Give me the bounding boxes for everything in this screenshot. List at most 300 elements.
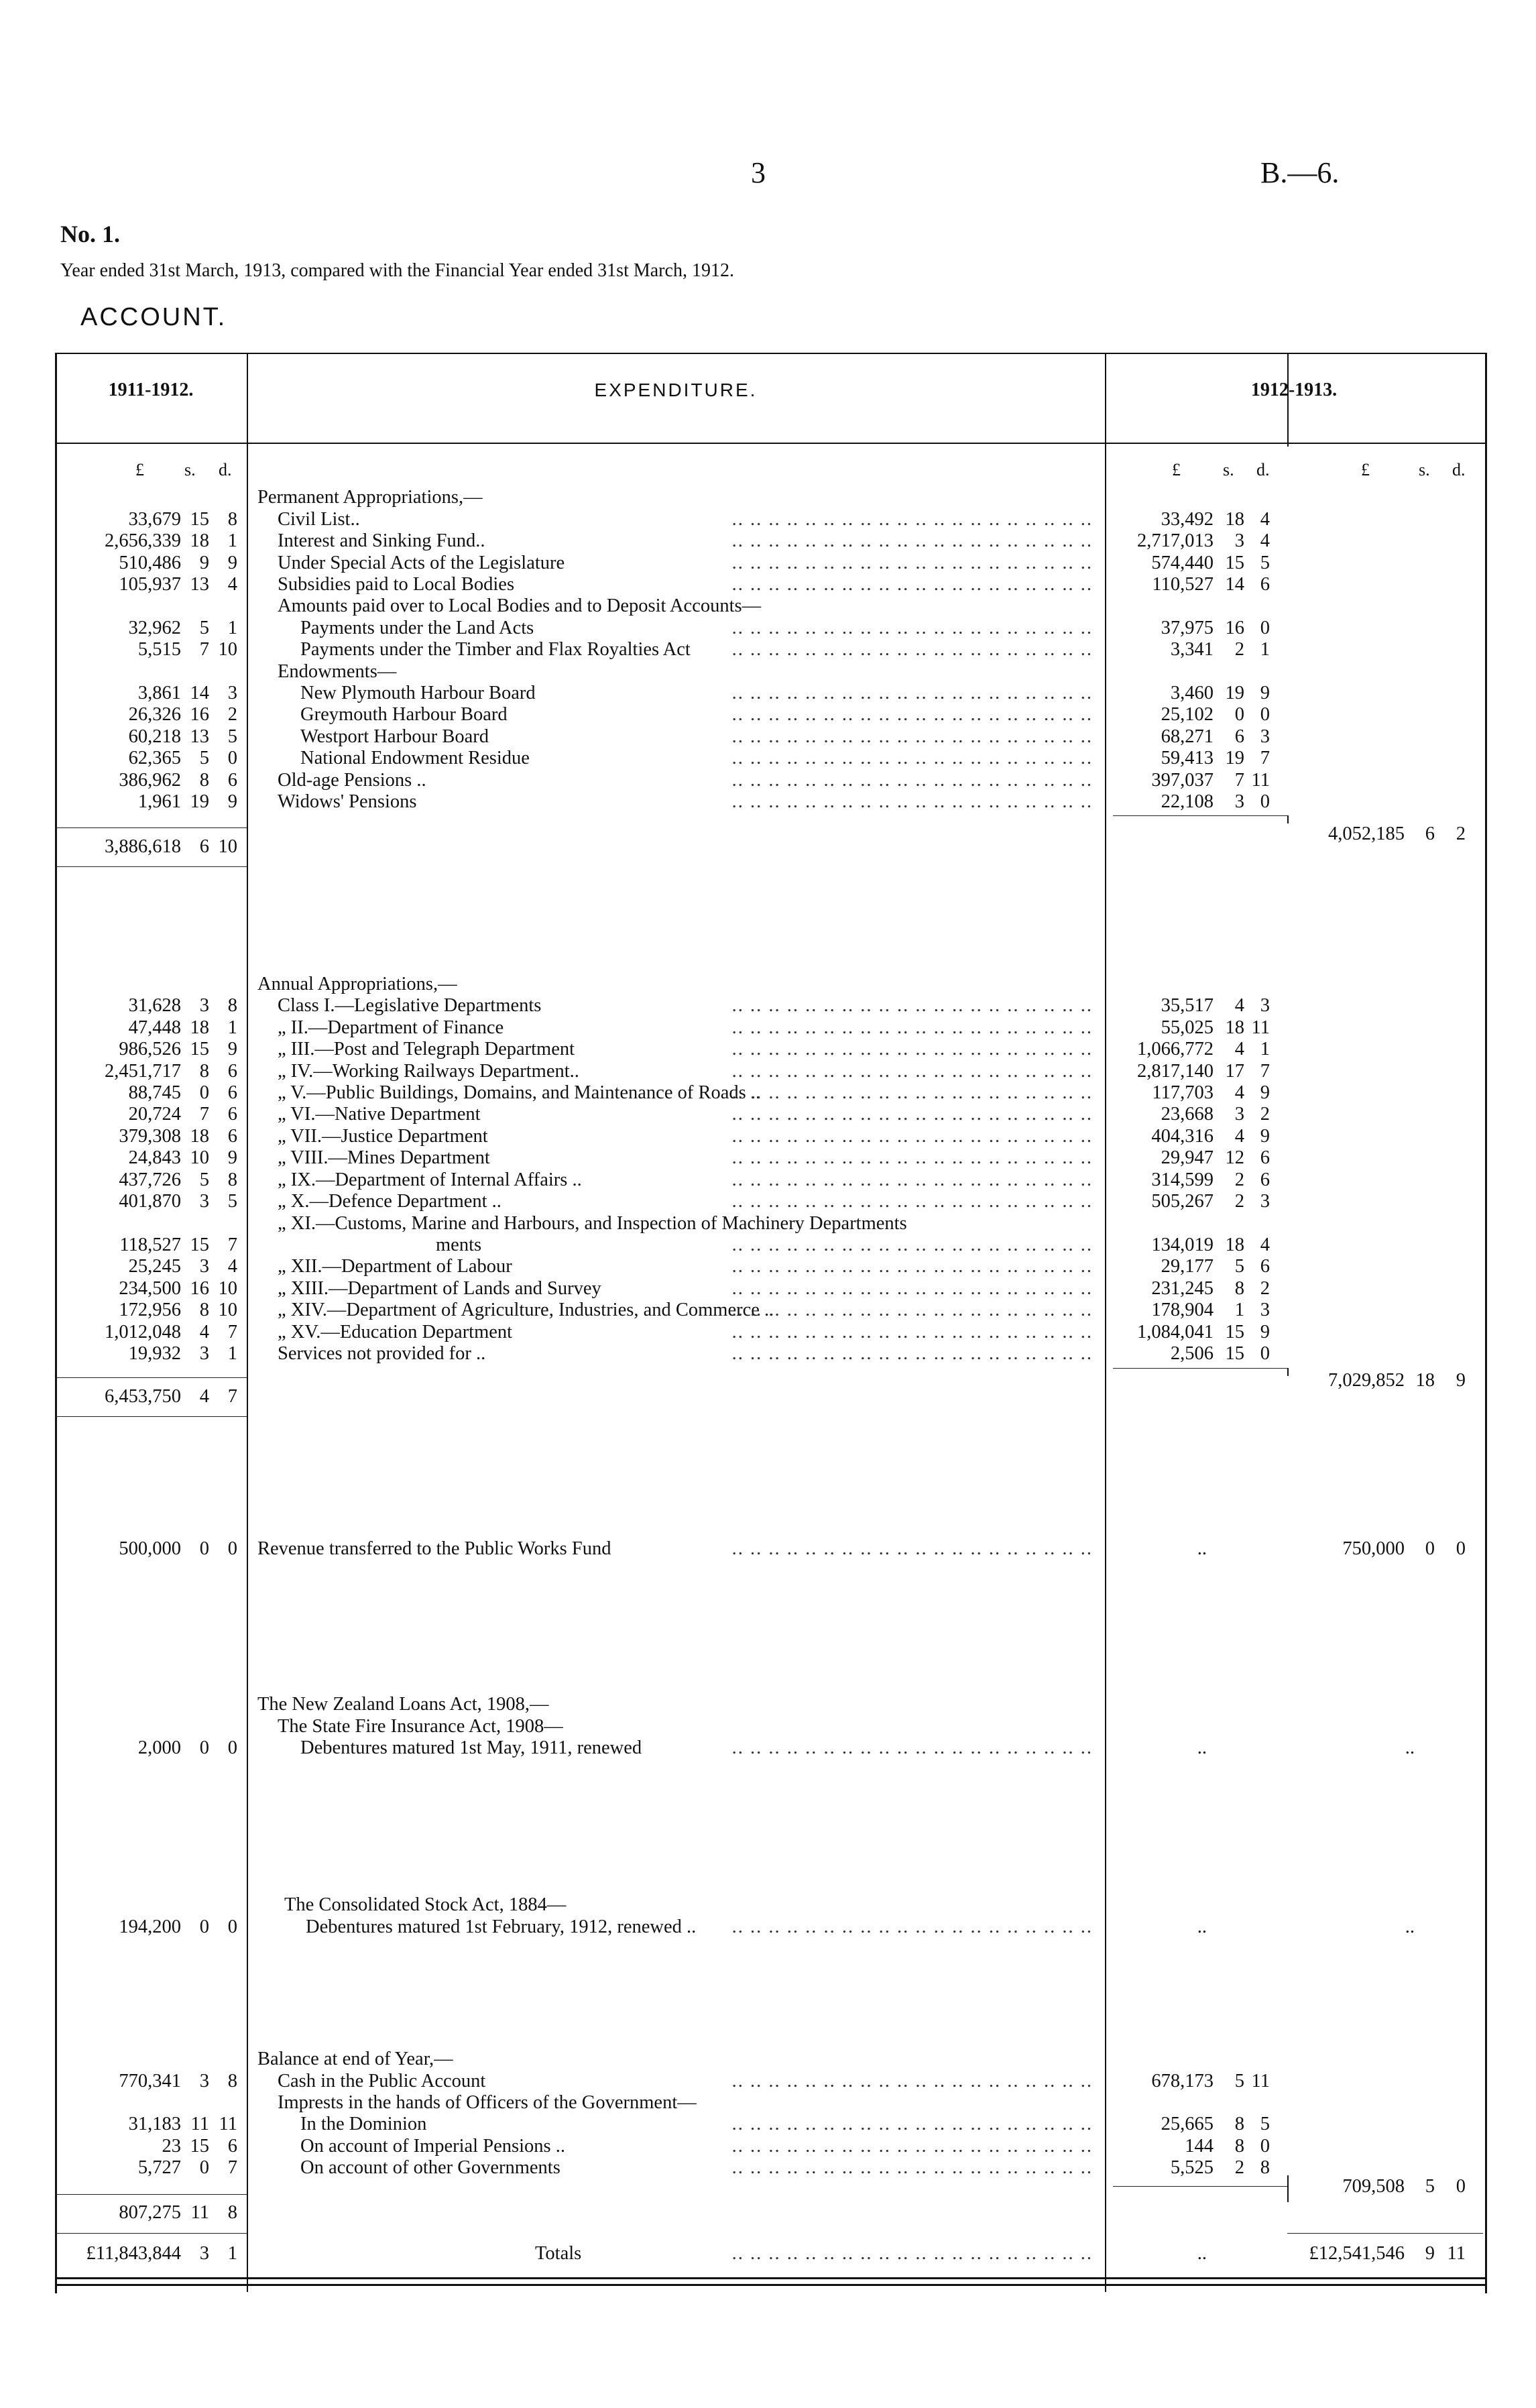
leader-dots: .. .. .. .. .. .. .. .. .. .. .. .. .. .. .. .. .. .. .. .. xyxy=(731,1737,1093,1758)
prev-amount-pounds: 379,308 xyxy=(119,1126,181,1147)
leader-dots: .. .. .. .. .. .. .. .. .. .. .. .. .. .. .. .. .. .. .. .. xyxy=(731,1256,1093,1277)
cur-amount-shillings: 8 xyxy=(1234,2136,1244,2157)
prev-amount-shillings: 13 xyxy=(190,574,209,595)
row-description: Interest and Sinking Fund.. xyxy=(278,530,485,551)
prev-amount-pence: 10 xyxy=(218,639,237,660)
row-description: On account of Imperial Pensions .. xyxy=(300,2136,565,2157)
prev-amount-shillings: 13 xyxy=(190,726,209,747)
cur-amount-pounds: 397,037 xyxy=(1151,770,1214,791)
cur-amount-shillings: 18 xyxy=(1225,509,1244,530)
leader-dots: .. .. .. .. .. .. .. .. .. .. .. .. .. .. .. .. .. .. .. .. xyxy=(731,1322,1093,1342)
leader-dots: .. .. .. .. .. .. .. .. .. .. .. .. .. .. .. .. .. .. .. .. xyxy=(731,726,1093,747)
leader-dots: .. .. .. .. .. .. .. .. .. .. .. .. .. .. .. .. .. .. .. .. xyxy=(731,791,1093,812)
cur-amount-pounds: 1,066,772 xyxy=(1137,1039,1214,1059)
table-row xyxy=(0,530,1536,552)
cur-amount-shillings: 4 xyxy=(1234,1082,1244,1103)
prev-amount-pounds: 234,500 xyxy=(119,1278,181,1299)
prev-amount-pounds: 24,843 xyxy=(128,1147,181,1168)
unit-pence: d. xyxy=(1452,460,1466,479)
cur-amount-pence: 0 xyxy=(1260,791,1270,812)
table-row xyxy=(0,617,1536,639)
prev-amount-shillings: 15 xyxy=(190,509,209,530)
prev-amount-pounds: 6,453,750 xyxy=(105,1386,181,1407)
prev-amount-pence: 7 xyxy=(227,1235,237,1255)
table-row xyxy=(0,1321,1536,1343)
row-description: Class I.—Legislative Departments xyxy=(278,995,542,1016)
prev-amount-shillings: 0 xyxy=(199,1538,209,1559)
prev-amount-pounds: 807,275 xyxy=(119,2202,181,2223)
cur-amount-pence: 1 xyxy=(1260,1039,1270,1059)
column-header-cur-year: 1912-1913. xyxy=(1250,380,1338,400)
cur-amount-pence: 0 xyxy=(1260,618,1270,638)
prev-amount-shillings: 15 xyxy=(190,1039,209,1059)
prev-amount-pence: 11 xyxy=(219,2114,237,2134)
leader-dots: .. .. .. .. .. .. .. .. .. .. .. .. .. .. .. .. .. .. .. .. xyxy=(731,1104,1093,1125)
row-description: Permanent Appropriations,— xyxy=(257,487,483,508)
prev-amount-shillings: 5 xyxy=(199,748,209,768)
prev-amount-shillings: 9 xyxy=(199,553,209,573)
row-description: New Plymouth Harbour Board xyxy=(300,683,536,703)
cur-amount-pounds: 678,173 xyxy=(1151,2071,1214,2091)
prev-amount-pence: 8 xyxy=(227,509,237,530)
prev-amount-pence: 1 xyxy=(227,2243,237,2264)
row-description: „ III.—Post and Telegraph Department xyxy=(278,1039,575,1059)
table-row xyxy=(0,1916,1536,1938)
row-description: „ X.—Defence Department .. xyxy=(278,1191,501,1212)
prev-amount-pounds: 88,745 xyxy=(128,1082,181,1103)
table-row xyxy=(0,638,1536,661)
prev-amount-pounds: 25,245 xyxy=(128,1256,181,1277)
row-description: Widows' Pensions xyxy=(278,791,417,812)
prev-amount-shillings: 11 xyxy=(190,2202,209,2223)
leader-dots: .. .. .. .. .. .. .. .. .. .. .. .. .. .. .. .. .. .. .. .. xyxy=(731,1126,1093,1147)
row-description: „ VII.—Justice Department xyxy=(278,1126,488,1147)
table-row xyxy=(0,508,1536,530)
table-row xyxy=(0,1715,1536,1737)
prev-amount-pounds: 2,656,339 xyxy=(105,530,181,551)
total-amount-shillings: 9 xyxy=(1425,2243,1435,2264)
cur-amount-shillings: 15 xyxy=(1225,553,1244,573)
table-row xyxy=(0,595,1536,617)
leader-dots: .. .. .. .. .. .. .. .. .. .. .. .. .. .. .. .. .. .. .. .. xyxy=(731,2243,1093,2264)
cur-amount-pounds: 117,703 xyxy=(1152,1082,1214,1103)
prev-amount-shillings: 18 xyxy=(190,1017,209,1038)
prev-amount-pounds: 19,932 xyxy=(128,1343,181,1364)
cur-amount-pence: 3 xyxy=(1260,726,1270,747)
total-amount-pence: 0 xyxy=(1456,1538,1466,1559)
prev-amount-pence: 8 xyxy=(227,2071,237,2091)
table-row xyxy=(0,1277,1536,1300)
prev-amount-pence: 8 xyxy=(227,1169,237,1190)
prev-amount-shillings: 7 xyxy=(199,1104,209,1125)
cur-amount-shillings: 12 xyxy=(1225,1147,1244,1168)
prev-amount-shillings: 0 xyxy=(199,1916,209,1937)
cur-amount-pounds: 2,817,140 xyxy=(1137,1061,1214,1082)
cur-amount-shillings: 4 xyxy=(1234,1039,1244,1059)
table-row xyxy=(0,1255,1536,1277)
cur-amount-pence: 9 xyxy=(1260,683,1270,703)
prev-amount-pounds: 5,727 xyxy=(137,2157,181,2178)
cur-amount-shillings: 7 xyxy=(1234,770,1244,791)
prev-amount-pence: 9 xyxy=(227,553,237,573)
cur-amount-shillings: 5 xyxy=(1234,1256,1244,1277)
leader-dots: .. .. .. .. .. .. .. .. .. .. .. .. .. .. .. .. .. .. .. .. xyxy=(731,704,1093,725)
prev-amount-shillings: 0 xyxy=(199,2157,209,2178)
cur-amount-pence: 6 xyxy=(1260,1169,1270,1190)
prev-amount-shillings: 3 xyxy=(199,2071,209,2091)
cur-amount-pounds: 3,460 xyxy=(1170,683,1214,703)
prev-amount-pence: 3 xyxy=(227,683,237,703)
column-header-expenditure: EXPENDITURE. xyxy=(594,380,758,400)
cur-amount-pence: 0 xyxy=(1260,1343,1270,1364)
cur-amount-pounds: 22,108 xyxy=(1161,791,1214,812)
cur-amount-shillings: 19 xyxy=(1225,683,1244,703)
total-amount-shillings: 18 xyxy=(1415,1370,1435,1391)
prev-amount-shillings: 5 xyxy=(199,1169,209,1190)
leader-dots: .. .. .. .. .. .. .. .. .. .. .. .. .. .. .. .. .. .. .. .. xyxy=(731,2157,1093,2178)
row-description: The Consolidated Stock Act, 1884— xyxy=(284,1894,567,1915)
cur-amount-shillings: 3 xyxy=(1234,530,1244,551)
row-description: Revenue transferred to the Public Works Fund xyxy=(257,1538,611,1559)
prev-amount-pounds: 47,448 xyxy=(128,1017,181,1038)
subtotal-rule xyxy=(1113,1368,1287,1369)
cur-amount-pounds: 110,527 xyxy=(1152,574,1214,595)
total-empty-dots: .. xyxy=(1405,1916,1415,1937)
subtotal-rule xyxy=(55,2233,247,2234)
prev-amount-pence: 4 xyxy=(227,574,237,595)
prev-amount-pence: 0 xyxy=(227,748,237,768)
total-amount-pounds: 7,029,852 xyxy=(1328,1370,1405,1391)
cur-amount-pounds: 2,717,013 xyxy=(1137,530,1214,551)
unit-shilling: s. xyxy=(1223,460,1234,479)
cur-amount-shillings: 18 xyxy=(1225,1017,1244,1038)
prev-amount-pounds: 3,861 xyxy=(137,683,181,703)
cur-amount-shillings: 16 xyxy=(1225,618,1244,638)
subtotal-rule xyxy=(1113,815,1287,816)
prev-amount-pence: 10 xyxy=(218,1300,237,1320)
leader-dots: .. .. .. .. .. .. .. .. .. .. .. .. .. .. .. .. .. .. .. .. xyxy=(731,748,1093,768)
table-row xyxy=(0,1538,1536,1560)
row-description: „ IV.—Working Railways Department.. xyxy=(278,1061,579,1082)
row-description: „ XII.—Department of Labour xyxy=(278,1256,512,1277)
leader-dots: .. .. .. .. .. .. .. .. .. .. .. .. .. .. .. .. .. .. .. .. xyxy=(731,509,1093,530)
leader-dots: .. .. .. .. .. .. .. .. .. .. .. .. .. .. .. .. .. .. .. .. xyxy=(731,1343,1093,1364)
prev-amount-shillings: 4 xyxy=(199,1386,209,1407)
unit-pence: d. xyxy=(219,460,232,479)
page-number: 3 xyxy=(751,156,766,189)
unit-pence: d. xyxy=(1256,460,1270,479)
row-description: ments xyxy=(436,1235,482,1255)
cur-amount-pounds: 25,102 xyxy=(1161,704,1214,725)
cur-amount-shillings: 2 xyxy=(1234,1169,1244,1190)
prev-amount-pence: 8 xyxy=(227,995,237,1016)
cur-amount-shillings: 6 xyxy=(1234,726,1244,747)
row-description: „ XIV.—Department of Agriculture, Industries, and Commerce .. xyxy=(278,1300,774,1320)
cur-amount-pounds: 55,025 xyxy=(1161,1017,1214,1038)
prev-amount-pounds: 194,200 xyxy=(119,1916,181,1937)
total-amount-shillings: 0 xyxy=(1425,1538,1435,1559)
table-row xyxy=(0,1342,1536,1365)
leader-dots: .. .. .. .. .. .. .. .. .. .. .. .. .. .. .. .. .. .. .. .. xyxy=(731,683,1093,703)
prev-amount-shillings: 3 xyxy=(199,1256,209,1277)
cur-amount-shillings: 8 xyxy=(1234,1278,1244,1299)
row-description: Debentures matured 1st February, 1912, renewed .. xyxy=(306,1916,697,1937)
table-row xyxy=(0,1147,1536,1169)
cur-amount-pence: 9 xyxy=(1260,1082,1270,1103)
table-row xyxy=(0,1212,1536,1235)
cur-empty-dots: .. xyxy=(1197,1737,1207,1758)
cur-amount-pounds: 68,271 xyxy=(1161,726,1214,747)
prev-amount-pence: 9 xyxy=(227,791,237,812)
cur-amount-shillings: 4 xyxy=(1234,995,1244,1016)
leader-dots: .. .. .. .. .. .. .. .. .. .. .. .. .. .. .. .. .. .. .. .. xyxy=(731,1039,1093,1059)
cur-amount-shillings: 2 xyxy=(1234,2157,1244,2178)
cur-amount-pounds: 37,975 xyxy=(1161,618,1214,638)
subtotal-rule xyxy=(1287,2233,1483,2234)
table-row xyxy=(0,703,1536,726)
prev-amount-pounds: 510,486 xyxy=(119,553,181,573)
cur-amount-pence: 0 xyxy=(1260,2136,1270,2157)
table-row xyxy=(0,2175,1536,2197)
table-row xyxy=(0,1737,1536,1759)
cur-amount-pounds: 1,084,041 xyxy=(1137,1322,1214,1342)
table-row xyxy=(0,769,1536,791)
row-description: Totals xyxy=(535,2243,582,2264)
prev-amount-shillings: 19 xyxy=(190,791,209,812)
leader-dots: .. .. .. .. .. .. .. .. .. .. .. .. .. .. .. .. .. .. .. .. xyxy=(731,2071,1093,2091)
prev-amount-pence: 1 xyxy=(227,530,237,551)
table-row xyxy=(0,2091,1536,2114)
prev-amount-pence: 1 xyxy=(227,1017,237,1038)
row-description: Subsidies paid to Local Bodies xyxy=(278,574,515,595)
subtotal-rule xyxy=(55,1416,247,1417)
table-row xyxy=(0,1060,1536,1082)
row-description: Imprests in the hands of Officers of the Government— xyxy=(278,2092,697,2113)
prev-amount-pounds: 437,726 xyxy=(119,1169,181,1190)
leader-dots: .. .. .. .. .. .. .. .. .. .. .. .. .. .. .. .. .. .. .. .. xyxy=(731,1017,1093,1038)
table-row xyxy=(0,1038,1536,1060)
row-description: On account of other Governments xyxy=(300,2157,560,2178)
total-amount-pounds: £12,541,546 xyxy=(1309,2243,1405,2264)
row-description: „ VI.—Native Department xyxy=(278,1104,481,1125)
table-row xyxy=(0,1125,1536,1147)
cur-amount-pence: 5 xyxy=(1260,2114,1270,2134)
prev-amount-pounds: 20,724 xyxy=(128,1104,181,1125)
prev-amount-pence: 5 xyxy=(227,1191,237,1212)
prev-amount-pence: 6 xyxy=(227,770,237,791)
row-description: National Endowment Residue xyxy=(300,748,530,768)
prev-amount-pounds: 1,961 xyxy=(137,791,181,812)
account-heading: ACCOUNT. xyxy=(80,303,227,331)
cur-amount-pence: 11 xyxy=(1251,1017,1270,1038)
cur-amount-pence: 6 xyxy=(1260,1256,1270,1277)
prev-amount-shillings: 8 xyxy=(199,1300,209,1320)
cur-amount-pence: 11 xyxy=(1251,770,1270,791)
table-row xyxy=(0,994,1536,1017)
cur-amount-pounds: 3,341 xyxy=(1170,639,1214,660)
cur-amount-pence: 7 xyxy=(1260,748,1270,768)
leader-dots: .. .. .. .. .. .. .. .. .. .. .. .. .. .. .. .. .. .. .. .. xyxy=(731,1082,1093,1103)
cur-amount-pounds: 59,413 xyxy=(1161,748,1214,768)
leader-dots: .. .. .. .. .. .. .. .. .. .. .. .. .. .. .. .. .. .. .. .. xyxy=(731,1169,1093,1190)
leader-dots: .. .. .. .. .. .. .. .. .. .. .. .. .. .. .. .. .. .. .. .. xyxy=(731,639,1093,660)
prev-amount-pence: 6 xyxy=(227,2136,237,2157)
row-description: Under Special Acts of the Legislature xyxy=(278,553,565,573)
table-row xyxy=(0,1299,1536,1321)
row-description: „ XI.—Customs, Marine and Harbours, and Inspection of Machinery Departments xyxy=(278,1213,907,1234)
cur-amount-shillings: 18 xyxy=(1225,1235,1244,1255)
table-row xyxy=(0,747,1536,769)
leader-dots: .. .. .. .. .. .. .. .. .. .. .. .. .. .. .. .. .. .. .. .. xyxy=(731,1916,1093,1937)
prev-amount-pence: 10 xyxy=(218,1278,237,1299)
leader-dots: .. .. .. .. .. .. .. .. .. .. .. .. .. .. .. .. .. .. .. .. xyxy=(731,1061,1093,1082)
prev-amount-pounds: 1,012,048 xyxy=(105,1322,181,1342)
table-row xyxy=(0,1103,1536,1125)
row-description: Endowments— xyxy=(278,661,397,682)
cur-amount-pounds: 314,599 xyxy=(1151,1169,1214,1190)
prev-amount-shillings: 15 xyxy=(190,1235,209,1255)
cur-amount-pence: 9 xyxy=(1260,1126,1270,1147)
row-description: Amounts paid over to Local Bodies and to Deposit Accounts— xyxy=(278,595,762,616)
row-description: Greymouth Harbour Board xyxy=(300,704,508,725)
cur-amount-pounds: 2,506 xyxy=(1170,1343,1214,1364)
prev-amount-pounds: 5,515 xyxy=(137,639,181,660)
cur-amount-pence: 4 xyxy=(1260,1235,1270,1255)
cur-amount-pounds: 404,316 xyxy=(1151,1126,1214,1147)
prev-amount-pence: 6 xyxy=(227,1104,237,1125)
header-rule xyxy=(55,443,1485,444)
prev-amount-pounds: 60,218 xyxy=(128,726,181,747)
table-row xyxy=(0,2135,1536,2157)
total-amount-pence: 11 xyxy=(1447,2243,1466,2264)
cur-amount-shillings: 0 xyxy=(1234,704,1244,725)
leader-dots: .. .. .. .. .. .. .. .. .. .. .. .. .. .. .. .. .. .. .. .. xyxy=(731,995,1093,1016)
table-row xyxy=(0,1894,1536,1916)
table-row xyxy=(0,1190,1536,1212)
cur-amount-shillings: 5 xyxy=(1234,2071,1244,2091)
cur-amount-pence: 6 xyxy=(1260,574,1270,595)
table-row xyxy=(0,682,1536,704)
prev-amount-shillings: 16 xyxy=(190,704,209,725)
cur-amount-pounds: 29,947 xyxy=(1161,1147,1214,1168)
subtotal-rule xyxy=(55,866,247,867)
total-amount-pence: 0 xyxy=(1456,2176,1466,2197)
cur-amount-pounds: 134,019 xyxy=(1151,1235,1214,1255)
cur-amount-pounds: 5,525 xyxy=(1170,2157,1214,2178)
table-row xyxy=(0,1082,1536,1104)
prev-amount-pence: 0 xyxy=(227,1737,237,1758)
prev-amount-pence: 8 xyxy=(227,2202,237,2223)
row-description: „ XIII.—Department of Lands and Survey xyxy=(278,1278,601,1299)
table-row xyxy=(0,2242,1536,2264)
table-row xyxy=(0,726,1536,748)
table-row xyxy=(0,552,1536,574)
table-row xyxy=(0,1169,1536,1191)
row-description: Old-age Pensions .. xyxy=(278,770,426,791)
prev-amount-shillings: 0 xyxy=(199,1737,209,1758)
row-description: Westport Harbour Board xyxy=(300,726,489,747)
leader-dots: .. .. .. .. .. .. .. .. .. .. .. .. .. .. .. .. .. .. .. .. xyxy=(731,1278,1093,1299)
prev-amount-pounds: 3,886,618 xyxy=(105,836,181,857)
row-description: „ V.—Public Buildings, Domains, and Maintenance of Roads .. xyxy=(278,1082,761,1103)
row-description: The New Zealand Loans Act, 1908,— xyxy=(257,1694,549,1715)
table-row xyxy=(0,836,1536,858)
prev-amount-shillings: 18 xyxy=(190,530,209,551)
prev-amount-shillings: 14 xyxy=(190,683,209,703)
cur-amount-shillings: 2 xyxy=(1234,639,1244,660)
prev-amount-pence: 6 xyxy=(227,1082,237,1103)
leader-dots: .. .. .. .. .. .. .. .. .. .. .. .. .. .. .. .. .. .. .. .. xyxy=(731,1191,1093,1212)
cur-amount-pounds: 231,245 xyxy=(1151,1278,1214,1299)
row-description: Cash in the Public Account xyxy=(278,2071,486,2091)
cur-amount-shillings: 15 xyxy=(1225,1322,1244,1342)
table-row xyxy=(0,573,1536,595)
cur-empty-dots: .. xyxy=(1197,1916,1207,1937)
cur-amount-pounds: 29,177 xyxy=(1161,1256,1214,1277)
row-description: Annual Appropriations,— xyxy=(257,974,457,994)
prev-amount-pounds: 105,937 xyxy=(119,574,181,595)
total-empty-dots: .. xyxy=(1405,1737,1415,1758)
cur-amount-pounds: 178,904 xyxy=(1151,1300,1214,1320)
table-row xyxy=(0,1385,1536,1408)
row-description: Services not provided for .. xyxy=(278,1343,486,1364)
prev-amount-pounds: 172,956 xyxy=(119,1300,181,1320)
row-description: Payments under the Land Acts xyxy=(300,618,534,638)
prev-amount-pounds: 500,000 xyxy=(119,1538,181,1559)
cur-amount-shillings: 15 xyxy=(1225,1343,1244,1364)
column-header-prev-year: 1911-1912. xyxy=(108,380,194,400)
table-row xyxy=(0,1693,1536,1715)
leader-dots: .. .. .. .. .. .. .. .. .. .. .. .. .. .. .. .. .. .. .. .. xyxy=(731,574,1093,595)
total-amount-pence: 9 xyxy=(1456,1370,1466,1391)
total-amount-shillings: 6 xyxy=(1425,823,1435,844)
cur-amount-shillings: 3 xyxy=(1234,791,1244,812)
document-number: No. 1. xyxy=(60,221,120,247)
table-row xyxy=(0,2070,1536,2092)
cur-amount-shillings: 8 xyxy=(1234,2114,1244,2134)
table-row xyxy=(0,791,1536,813)
unit-pound: £ xyxy=(135,460,144,479)
row-description: „ IX.—Department of Internal Affairs .. xyxy=(278,1169,582,1190)
prev-amount-pence: 7 xyxy=(227,1322,237,1342)
cur-amount-pounds: 574,440 xyxy=(1151,553,1214,573)
prev-amount-pence: 0 xyxy=(227,1916,237,1937)
total-amount-pounds: 4,052,185 xyxy=(1328,823,1405,844)
leader-dots: .. .. .. .. .. .. .. .. .. .. .. .. .. .. .. .. .. .. .. .. xyxy=(731,1235,1093,1255)
cur-amount-shillings: 3 xyxy=(1234,1104,1244,1125)
cur-amount-pence: 6 xyxy=(1260,1147,1270,1168)
row-description: Payments under the Timber and Flax Royalties Act xyxy=(300,639,691,660)
cur-amount-shillings: 4 xyxy=(1234,1126,1244,1147)
cur-amount-pounds: 23,668 xyxy=(1161,1104,1214,1125)
prev-amount-pence: 5 xyxy=(227,726,237,747)
unit-shilling: s. xyxy=(184,460,196,479)
prev-amount-shillings: 4 xyxy=(199,1322,209,1342)
unit-pound: £ xyxy=(1361,460,1370,479)
cur-amount-pence: 4 xyxy=(1260,509,1270,530)
table-row xyxy=(0,1234,1536,1256)
prev-amount-pounds: 770,341 xyxy=(119,2071,181,2091)
cur-amount-pence: 5 xyxy=(1260,553,1270,573)
prev-amount-shillings: 3 xyxy=(199,1343,209,1364)
prev-amount-pence: 10 xyxy=(218,836,237,857)
prev-amount-pounds: £11,843,844 xyxy=(86,2243,181,2264)
table-row xyxy=(0,2048,1536,2070)
cur-amount-shillings: 19 xyxy=(1225,748,1244,768)
prev-amount-shillings: 3 xyxy=(199,1191,209,1212)
prev-amount-pounds: 401,870 xyxy=(119,1191,181,1212)
prev-amount-pounds: 2,451,717 xyxy=(105,1061,181,1082)
